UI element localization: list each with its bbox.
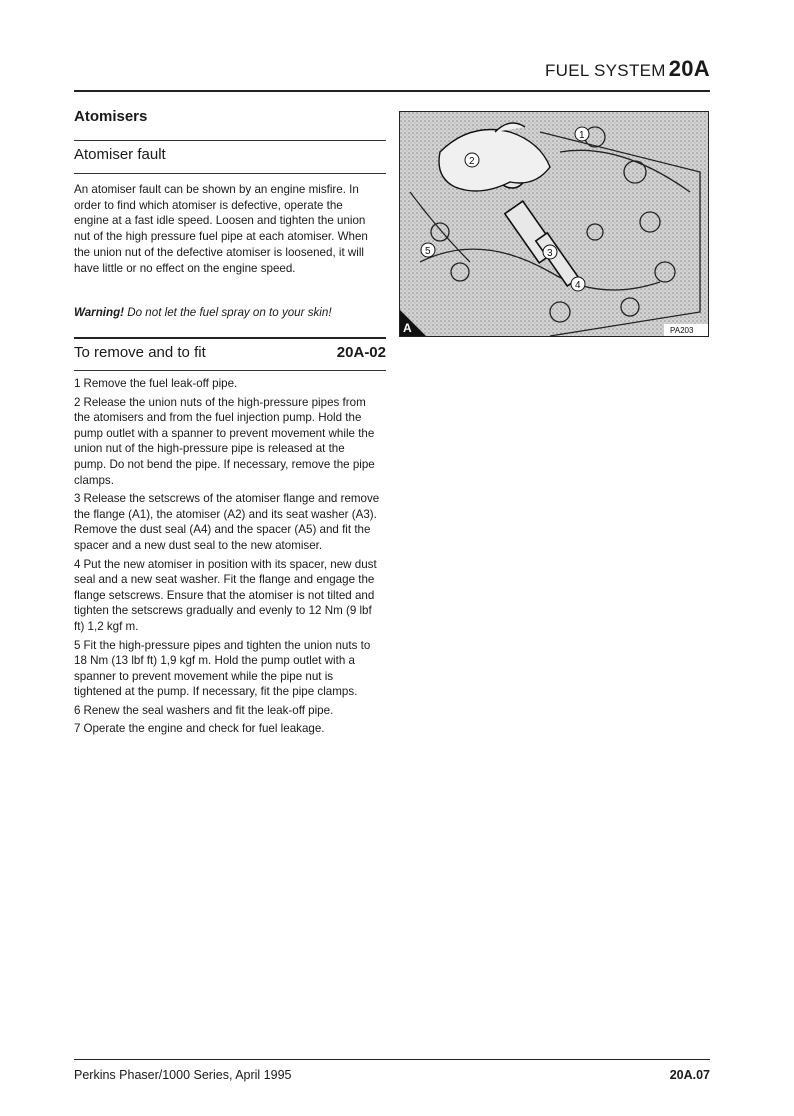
figure-callout-5: 5 — [425, 246, 431, 257]
engine-illustration — [400, 112, 708, 336]
step-number: 4 — [74, 557, 81, 571]
procedure-ref: 20A-02 — [336, 344, 386, 361]
procedure-step — [74, 376, 380, 392]
page-number: 20A.07 — [669, 1068, 710, 1082]
header-title: FUEL SYSTEM — [544, 61, 666, 80]
figure-code: PA203 — [670, 326, 694, 335]
warning-label: Warning! — [74, 306, 125, 319]
step-number: 6 — [74, 703, 81, 717]
step-text: Release the setscrews of the atomiser flange and remove the flange (A1), the atomiser (A2) and its seat washer (A3). Remove the dust seal (A4) and the spacer (A5) and fit the spacer and a new dust seal to the new atomiser. — [74, 492, 380, 552]
figure-callout-2: 2 — [469, 156, 475, 167]
procedure-step — [74, 638, 380, 700]
procedure-step — [74, 721, 380, 737]
step-text: Operate the engine and check for fuel leakage. — [83, 722, 325, 736]
subsection-title: Atomiser fault — [74, 146, 166, 163]
figure-callout-1: 1 — [579, 130, 585, 141]
procedure-title: To remove and to fit — [74, 344, 206, 361]
step-number: 1 — [74, 377, 81, 390]
step-number: 2 — [74, 395, 81, 409]
procedure-heading — [74, 344, 386, 361]
step-text: Renew the seal washers and fit the leak-off pipe. — [83, 703, 334, 717]
step-text: Put the new atomiser in position with its spacer, new dust seal and a new seat washer. Fit the flange and engage the flange setscrews. Ensure that the atomiser is not tilted and tighten the setscrews gradually and evenly to 12 Nm (9 lbf ft) 1,2 kgf m. — [74, 557, 377, 633]
warning-text: Do not let the fuel spray on to your skin! — [127, 306, 332, 319]
procedure-rule-bottom — [74, 370, 386, 371]
subsection-rule — [74, 173, 386, 174]
figure-label: A — [403, 321, 412, 335]
warning-note — [74, 305, 386, 320]
procedure-step — [74, 491, 380, 553]
step-text: Fit the high-pressure pipes and tighten the union nuts to 18 Nm (13 lbf ft) 1,9 kgf m. Hold the pump outlet with a spanner to prevent movement while the pipe nut is tightened at the pump. If necessary, fit the pipe clamps. — [74, 638, 371, 699]
step-number: 3 — [74, 492, 81, 506]
procedure-step — [74, 557, 380, 635]
atomiser-figure — [399, 111, 709, 337]
intro-paragraph: An atomiser fault can be shown by an engine misfire. In order to find which atomiser is defective, operate the engine at a fast idle speed. Loosen and tighten the union nut of the high pressure fuel pipe at each atomiser. When the union nut of the defective atomiser is loosened, it will have little or no effect on the engine speed. — [74, 183, 368, 275]
step-text: Release the union nuts of the high-pressure pipes from the atomisers and from the fuel injection pump. Hold the pump outlet with a spanner to prevent movement while the union nut of the high-pressure pipe is released at the pump. Do not bend the pipe. If necessary, remove the pipe clamps. — [74, 395, 375, 487]
page-header — [545, 56, 710, 82]
section-title: Atomisers — [74, 108, 148, 125]
header-rule — [74, 90, 710, 92]
section-rule — [74, 140, 386, 141]
procedure-steps — [74, 376, 380, 740]
step-text: Remove the fuel leak-off pipe. — [83, 377, 238, 390]
procedure-rule-top — [74, 337, 386, 339]
step-number: 5 — [74, 638, 81, 652]
procedure-step — [74, 395, 380, 489]
footer-publication: Perkins Phaser/1000 Series, April 1995 — [74, 1068, 292, 1082]
step-number: 7 — [74, 722, 81, 736]
procedure-step — [74, 703, 380, 719]
figure-callout-4: 4 — [575, 280, 581, 291]
footer-rule — [74, 1059, 710, 1060]
figure-callout-3: 3 — [547, 248, 553, 259]
section-code: 20A — [668, 56, 710, 81]
